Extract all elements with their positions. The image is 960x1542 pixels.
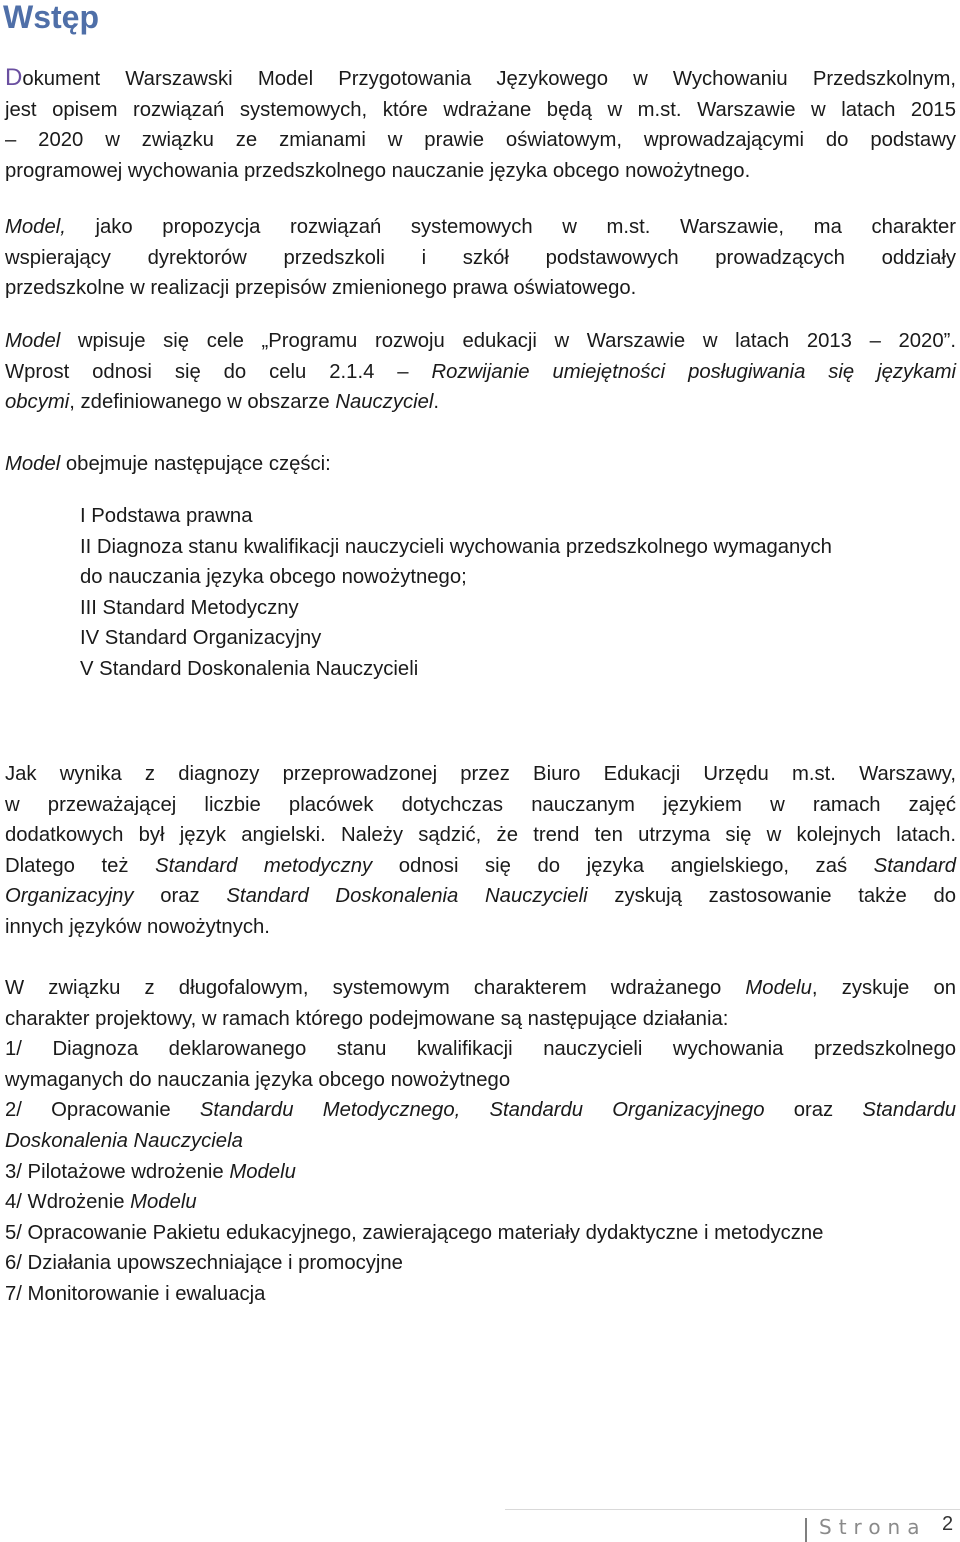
p3-line-3: obcymi, zdefiniowanego w obszarze Nauczyciel.: [5, 391, 440, 414]
action-item-1-cont: wymaganych do nauczania języka obcego nowożytnego: [5, 1068, 511, 1091]
list-item: II Diagnoza stanu kwalifikacji nauczycieli wychowania przedszkolnego wymaganych: [80, 535, 832, 558]
footer-separator: [805, 1518, 807, 1542]
action-item-5: 5/ Opracowanie Pakietu edukacyjnego, zawierającego materiały dydaktyczne i metodyczne: [5, 1221, 824, 1244]
list-item: I Podstawa prawna: [80, 505, 253, 527]
intro-line-4: programowej wychowania przedszkolnego nauczanie języka obcego nowożytnego.: [5, 159, 751, 182]
action-item-2: 2/ Opracowanie Standardu Metodycznego, Standardu Organizacyjnego oraz Standardu: [5, 1099, 956, 1122]
p2-line-1: Model, jako propozycja rozwiązań systemowych w m.st. Warszawie, ma charakter: [5, 216, 956, 238]
p5-line-5: Organizacyjny oraz Standard Doskonalenia Nauczycieli zyskują zastosowanie także do: [5, 885, 957, 908]
list-item: III Standard Metodyczny: [80, 596, 299, 619]
p3-line-2: Wprost odnosi się do celu 2.1.4 – Rozwijanie umiejętności posługiwania się językami: [5, 360, 956, 383]
parts-intro: Model obejmuje następujące części:: [5, 453, 331, 475]
action-item-3: 3/ Pilotażowe wdrożenie Modelu: [5, 1160, 296, 1183]
program-paragraph: [5, 326, 956, 418]
p5-line-1: Jak wynika z diagnozy przeprowadzonej przez Biuro Edukacji Urzędu m.st. Warszawy,: [5, 763, 956, 785]
list-item: V Standard Doskonalenia Nauczycieli: [80, 657, 419, 680]
p5-line-2: w przeważającej liczbie placówek dotychczas nauczanym językiem w ramach zajęć: [5, 793, 956, 816]
page-number: 2: [942, 1513, 954, 1535]
p5-line-6: innych języków nowożytnych.: [5, 915, 270, 938]
p2-line-3: przedszkolne w realizacji przepisów zmienionego prawa oświatowego.: [5, 277, 637, 300]
page-footer: [805, 1511, 960, 1541]
parts-list: [80, 501, 960, 685]
intro-line-2: jest opisem rozwiązań systemowych, które wdrażane będą w m.st. Warszawie w latach 2015: [5, 98, 956, 121]
model-paragraph: [5, 212, 956, 304]
actions-paragraph: [5, 973, 956, 1310]
p5-line-4: Dlatego też Standard metodyczny odnosi się do języka angielskiego, zaś Standard: [5, 854, 956, 877]
list-item: do nauczania języka obcego nowożytnego;: [80, 566, 467, 589]
action-item-1: 1/ Diagnoza deklarowanego stanu kwalifikacji nauczycieli wychowania przedszkolnego: [5, 1038, 956, 1061]
list-item: IV Standard Organizacyjny: [80, 627, 322, 650]
action-item-6: 6/ Działania upowszechniające i promocyjne: [5, 1252, 403, 1275]
intro-line-3: – 2020 w związku ze zmianami w prawie oświatowym, wprowadzającymi do podstawy: [5, 129, 956, 152]
intro-line-1: Dokument Warszawski Model Przygotowania Językowego w Wychowaniu Przedszkolnym,: [5, 64, 956, 91]
drop-cap: D: [5, 64, 23, 91]
p6-line-1: W związku z długofalowym, systemowym charakterem wdrażanego Modelu, zyskuje on: [5, 977, 957, 999]
action-item-2-cont: Doskonalenia Nauczyciela: [5, 1129, 243, 1152]
intro-paragraph: [5, 63, 956, 186]
footer-divider: [505, 1509, 960, 1510]
page-title: Wstęp: [3, 0, 99, 35]
p2-line-2: wspierający dyrektorów przedszkoli i szkół podstawowych prowadzących oddziały: [5, 246, 956, 269]
p6-line-2: charakter projektowy, w ramach którego podejmowane są następujące działania:: [5, 1007, 729, 1030]
p5-line-3: dodatkowych był język angielski. Należy sądzić, że trend ten utrzyma się w kolejnych latach.: [5, 824, 956, 847]
action-item-7: 7/ Monitorowanie i ewaluacja: [5, 1282, 266, 1305]
p3-line-1: Model wpisuje się cele „Programu rozwoju edukacji w Warszawie w latach 2013 – 2020”.: [5, 330, 956, 352]
footer-page-label: Strona: [819, 1515, 927, 1539]
diagnosis-paragraph: [5, 759, 956, 943]
action-item-4: 4/ Wdrożenie Modelu: [5, 1191, 197, 1214]
